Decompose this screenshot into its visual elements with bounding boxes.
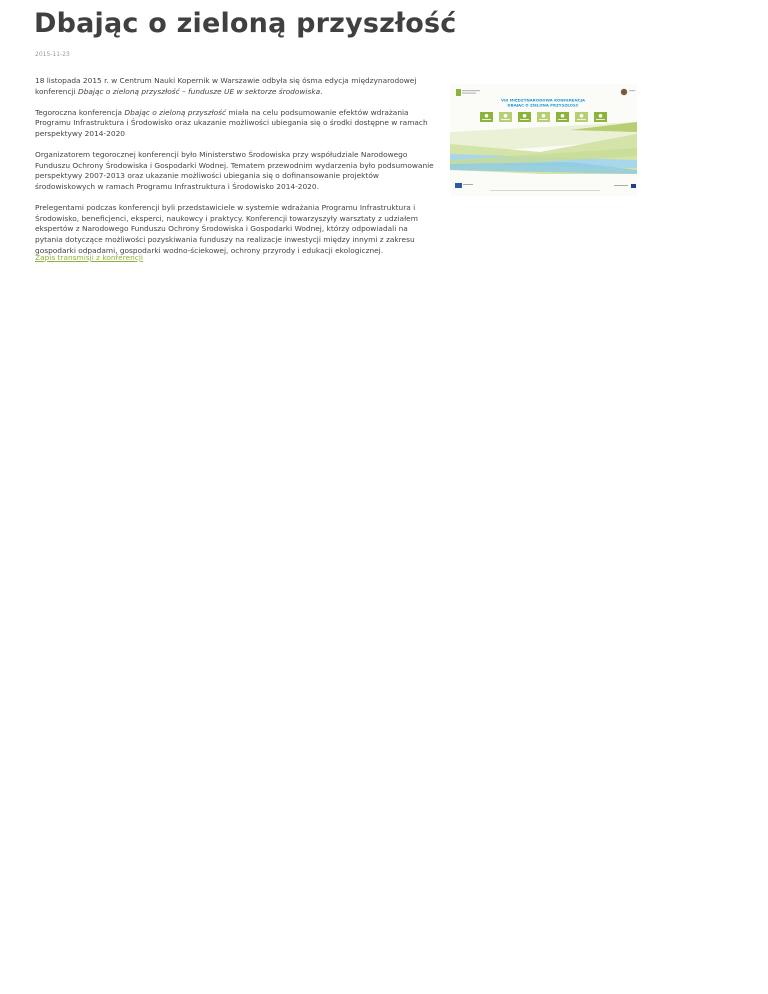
- conference-poster-image: [450, 84, 637, 196]
- poster-tile-caption: [577, 119, 586, 120]
- tree-icon: [504, 114, 508, 118]
- poster-tile-caption: [596, 119, 605, 120]
- article-paragraph-3: Organizatorem tegorocznej konferencji było Ministerstwo Środowiska przy współudziale Narodowego Funduszu Ochrony Środowiska i Gospodarki Wodnej. Tematem przewodnim wydarzenia było podsumowanie perspektywy 2007-2013 oraz ukazanie możliwości ubiegania się o dofinansowanie projektów środowiskowych w ramach Programu Infrastruktura i Środowisko 2014-2020.: [35, 150, 434, 191]
- fe-logo-icon: [455, 183, 462, 188]
- conference-recording-link[interactable]: Zapis transmisji z konferencji: [35, 253, 143, 262]
- wind-icon: [561, 114, 565, 118]
- poster-heading-line2: DBAJĄC O ZIELONĄ PRZYSZŁOŚĆ: [507, 102, 579, 108]
- page-title: Dbając o zieloną przyszłość: [34, 8, 457, 39]
- ministry-logo-icon: [456, 89, 461, 96]
- poster-tile-caption: [539, 119, 548, 120]
- article-paragraph-1: 18 listopada 2015 r. w Centrum Nauki Kopernik w Warszawie odbyła się ósma edycja międzynarodowej konferencji Dbając o zieloną przyszłość – fundusze UE w sektorze środowiska.: [35, 76, 417, 96]
- poster-icon-tiles: [480, 112, 607, 122]
- poster-tile-caption: [520, 119, 529, 120]
- factory-icon: [542, 114, 546, 118]
- poster-tile-caption: [482, 119, 491, 120]
- drop-icon: [523, 114, 527, 118]
- recycle-icon: [599, 114, 603, 118]
- article-paragraph-2: Tegoroczna konferencja Dbając o zieloną przyszłość miała na celu podsumowanie efektów wdrażania Programu Infrastruktura i Środowisko oraz ukazanie możliwości ubiegania się o środki dostępne w ramach perspektywy 2014-2020: [35, 107, 428, 138]
- poster-graphic: [450, 84, 637, 196]
- publication-date: 2015-11-23: [35, 51, 70, 58]
- leaf-icon: [485, 114, 489, 118]
- poster-tile-caption: [558, 119, 567, 120]
- conference-name: Dbając o zieloną przyszłość – fundusze UE w sektorze środowiska: [78, 86, 321, 96]
- emblem-logo-icon: [621, 89, 627, 95]
- eu-flag-icon: [631, 184, 636, 188]
- link-container: [35, 253, 143, 262]
- article-body: [35, 76, 435, 267]
- bulb-icon: [580, 114, 584, 118]
- article-paragraph-4: Prelegentami podczas konferencji byli przedstawiciele w systemie wdrażania Programu Infrastruktura i Środowisko, beneficjenci, eksperci, naukowcy i praktycy. Konferencji towarzyszyły warsztaty z udziałem ekspertów z Narodowego Funduszu Ochrony Środowiska i Gospodarki Wodnej, którzy odpowiadali na pytania dotyczące możliwości pozyskiwania funduszy na realizacje inwestycji między innymi z zakresu gospodarki odpadami, gospodarki wodno-ściekowej, ochrony przyrody i edukacji ekologicznej.: [35, 203, 418, 255]
- poster-tile-caption: [501, 119, 510, 120]
- conference-short-name: Dbając o zieloną przyszłość: [124, 107, 227, 117]
- poster-heading-line1: VIII MIĘDZYNARODOWA KONFERENCJA: [500, 97, 586, 103]
